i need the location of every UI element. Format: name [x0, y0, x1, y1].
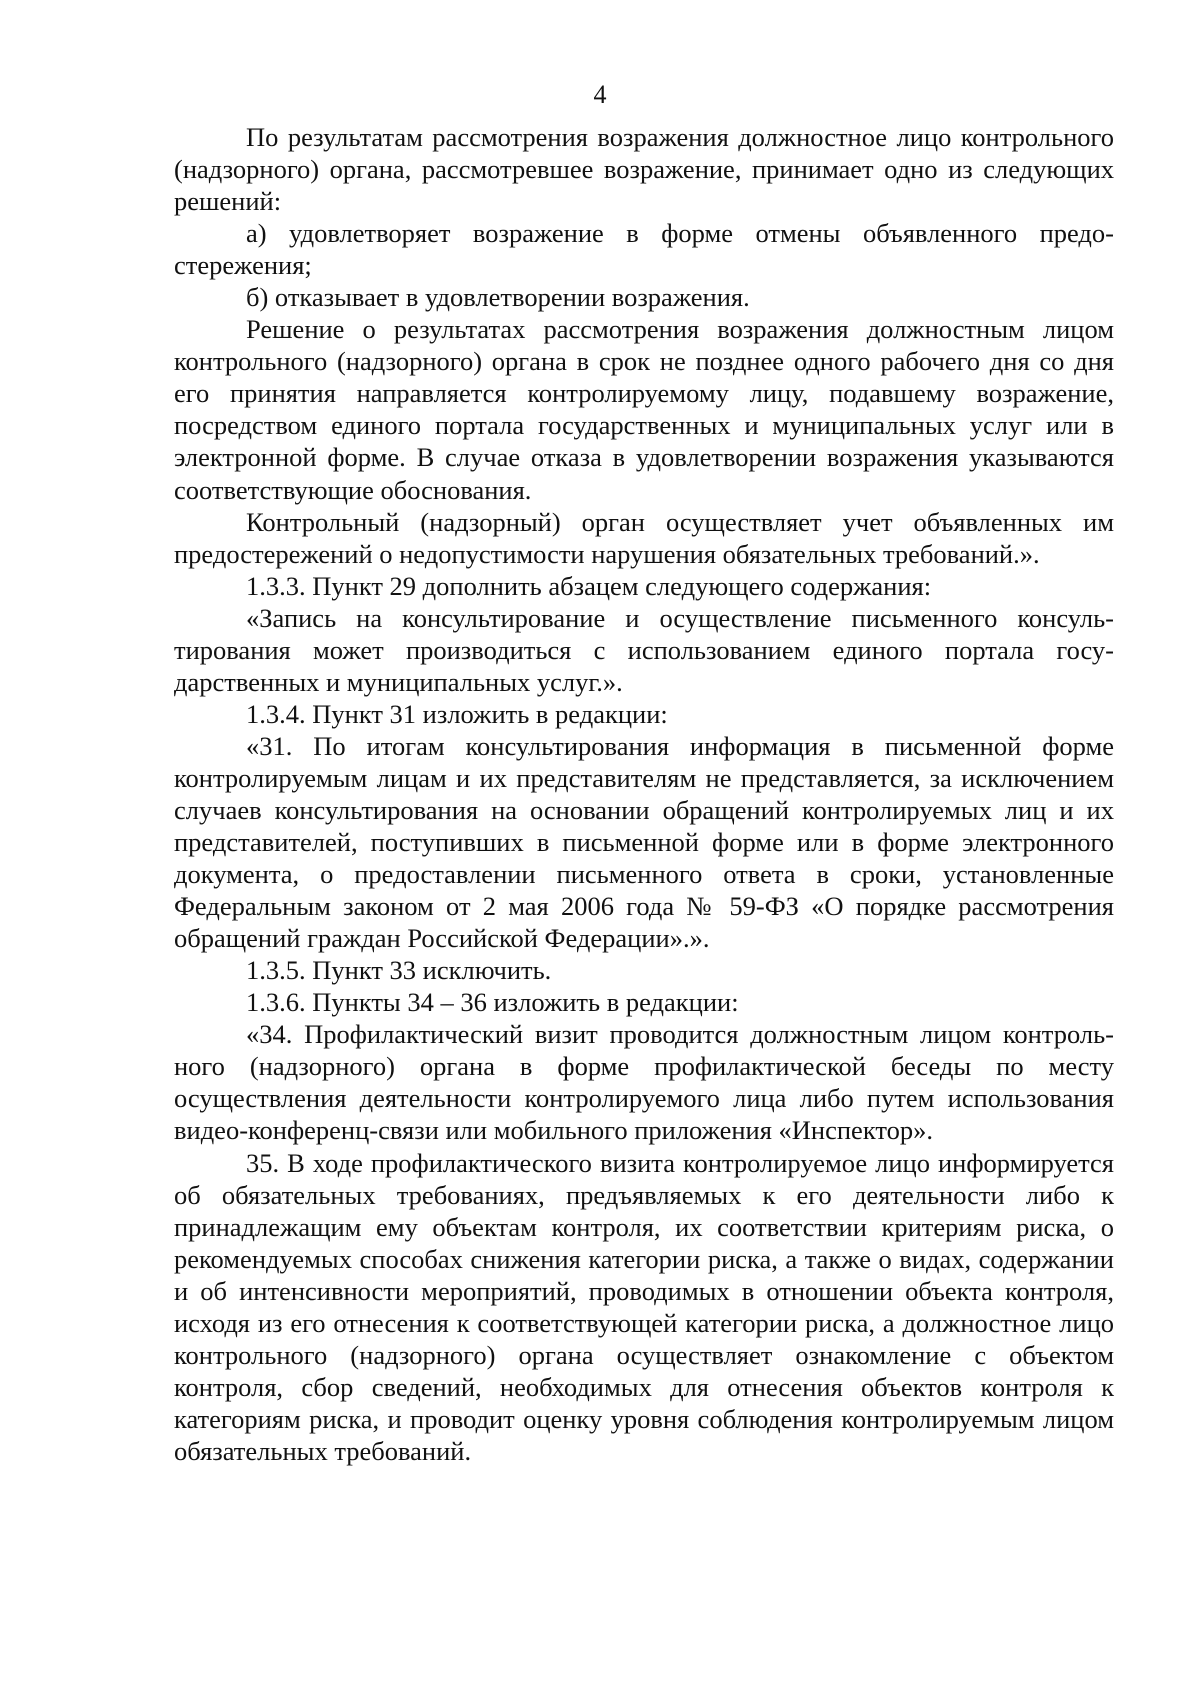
paragraph-consultation-booking: «Запись на консультирование и осуществление письменного консультирования может производиться с использованием единого портала государственных и муниципальных услуг.».: [174, 602, 1114, 697]
document-body: [174, 121, 1114, 1467]
paragraph-decision-intro: По результатам рассмотрения возражения должностное лицо контрольного (надзорного) органа, рассмотревшее возражение, принимает одно из следующих решений:: [174, 122, 1114, 217]
paragraph-point-31: «31. По итогам консультирования информация в письменной форме контролируемым лицам и их представителям не представляется, за исключением случаев консультирования на основании обращений контролируемых лиц и их представителей, поступивших в письменной форме или в форме электронного документа, о предоставлении письменного ответа в сроки, установленные Федеральным законом от 2 мая 2006 года № 59-ФЗ «О порядке рассмотрения обращений граждан Российской Федерации».».: [174, 730, 1114, 954]
paragraph-decision-notice: Решение о результатах рассмотрения возражения должностным лицом контрольного (надзорного) органа в срок не позднее одного рабочего дня со дня его принятия направляется контролируемому лицу, подавшему возражение, посредством единого портала государственных и муниципальных услуг или в электронной форме. В случае отказа в удовлетворении возражения указываются соответствующие обоснования.: [174, 314, 1114, 505]
paragraph-item-1-3-6: 1.3.6. Пункты 34 – 36 изложить в редакции:: [246, 987, 739, 1018]
page-number: 4: [593, 80, 607, 109]
paragraph-option-a: а) удовлетворяет возражение в форме отмены объявленного предостережения;: [174, 218, 1114, 281]
paragraph-point-34: «34. Профилактический визит проводится должностным лицом контрольного (надзорного) органа в форме профилактической беседы по месту осуществления деятельности контролируемого лица либо путем использования видео-конференц-связи или мобильного приложения «Инспектор».: [174, 1019, 1114, 1146]
paragraph-warnings-accounting: Контрольный (надзорный) орган осуществляет учет объявленных им предостережений о недопустимости нарушения обязательных требований.».: [174, 506, 1114, 569]
paragraph-option-b: б) отказывает в удовлетворении возражения.: [246, 282, 750, 313]
paragraph-point-35: 35. В ходе профилактического визита контролируемое лицо информируется об обязательных требованиях, предъявляемых к его деятельности либо к принадлежащим ему объектам контроля, их соответствии критериям риска, о рекомендуемых способах снижения категории риска, а также о видах, содержании и об интенсивности мероприятий, проводимых в отношении объекта контроля, исходя из его отнесения к соответствующей категории риска, а должностное лицо контрольного (надзорного) органа осуществляет ознакомление с объектом контроля, сбор сведений, необходимых для отнесения объектов контроля к категориям риска, и проводит оценку уровня соблюдения контролируемым лицом обязательных требований.: [174, 1147, 1114, 1466]
paragraph-item-1-3-4: 1.3.4. Пункт 31 изложить в редакции:: [246, 698, 668, 729]
paragraph-item-1-3-5: 1.3.5. Пункт 33 исключить.: [246, 955, 552, 986]
paragraph-item-1-3-3: 1.3.3. Пункт 29 дополнить абзацем следующего содержания:: [246, 570, 932, 601]
